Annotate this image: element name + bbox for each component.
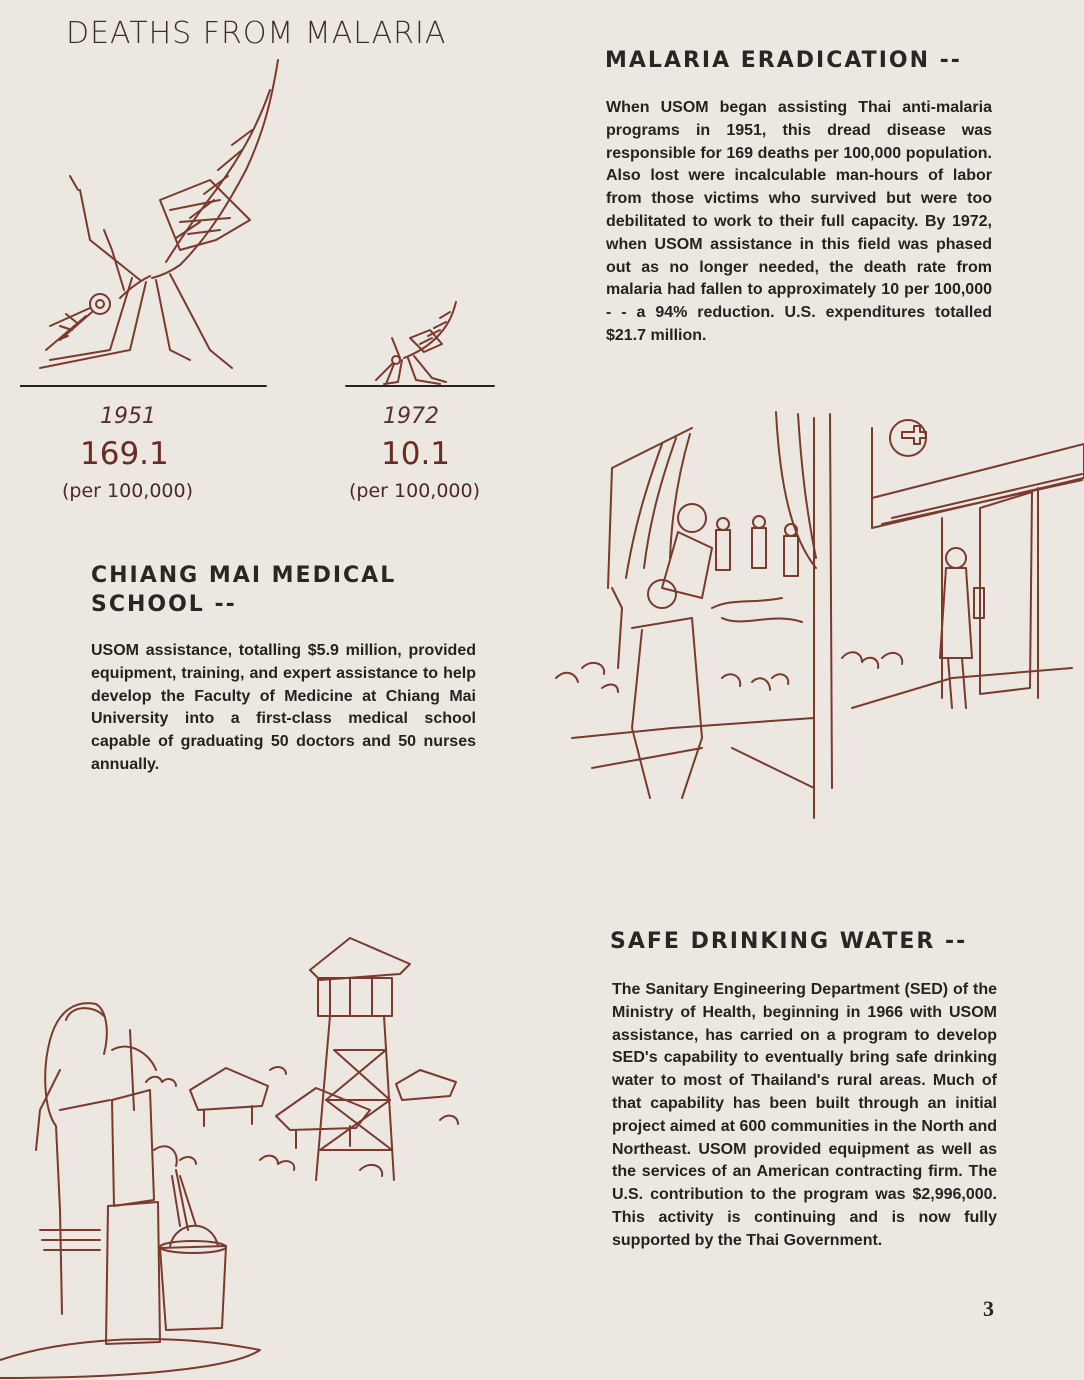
small-mosquito-illustration [340,298,500,394]
medical-school-illustration [552,408,1084,828]
rate-1951: 169.1 [80,436,169,472]
water-heading: SAFE DRINKING WATER -- [610,929,968,954]
rate-1972: 10.1 [381,436,451,472]
infographic-title: DEATHS FROM MALARIA [66,16,447,51]
chiangmai-body: USOM assistance, totalling $5.9 million, provided equipment, training, and expert assistance to help develop the Faculty of Medicine at Chiang Mai University into a first-class medical school capable of graduating 50 doctors and 50 nurses annually. [91,642,476,773]
water-body: The Sanitary Engineering Department (SED) of the Ministry of Health, beginning in 1966 with USOM assistance, has carried on a program to develop SED's capability to eventually bring safe drinking water to most of Thailand's rural areas. Much of that capability has been built through an initial project aimed at 600 communities in the North and Northeast. USOM provided equipment as well as the services of an American contracting firm. The U.S. contribution to the program was $2,996,000. This activity is continuing and is now fully supported by the Thai Government. [612,981,997,1249]
year-1951: 1951 [100,404,156,429]
per-100000-1951: (per 100,000) [62,480,193,502]
per-100000-1972: (per 100,000) [349,480,480,502]
year-1972: 1972 [383,404,439,429]
chiangmai-heading-line1: CHIANG MAI MEDICAL [91,563,397,588]
page-number: 3 [983,1296,994,1321]
chiangmai-heading-line2: SCHOOL -- [91,592,237,617]
malaria-heading: MALARIA ERADICATION -- [605,48,962,73]
water-pump-illustration [0,930,500,1380]
large-mosquito-illustration [20,50,280,400]
malaria-body: When USOM began assisting Thai anti-malaria programs in 1951, this dread disease was responsible for 169 deaths per 100,000 population. Also lost were incalculable man-hours of labor from those victims who survived but were too debilitated to work to their full capacity. By 1972, when USOM assistance in this field was phased out as no longer needed, the death rate from malaria had fallen to approximately 10 per 100,000 - - a 94% reduction. U.S. expenditures totalled $21.7 million. [606,99,992,344]
